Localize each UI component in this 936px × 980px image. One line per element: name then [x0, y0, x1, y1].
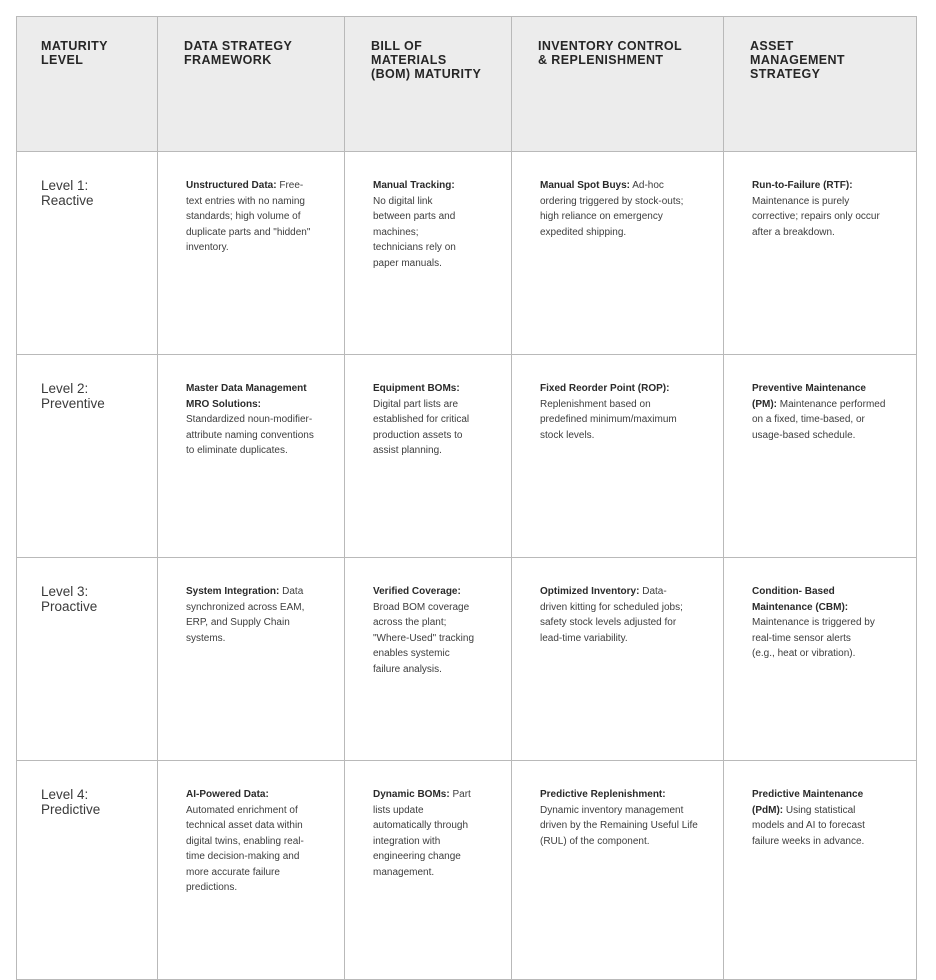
cell-text: Maintenance is purely corrective; repairs only occur after a breakdown. — [752, 195, 880, 238]
level-label: Level 4: Predictive — [41, 787, 101, 817]
inventory-cell — [512, 558, 724, 761]
inventory-cell — [512, 355, 724, 558]
cell-text: Digital part lists are established for critical production assets to assist planning. — [373, 398, 470, 456]
cell-text: Automated enrichment of technical asset data within digital twins, enabling real-time decision-making and more accurate failure predictions. — [186, 804, 304, 893]
cell-text: Part lists update automatically through integration with engineering change management. — [373, 789, 471, 878]
cell-text: Broad BOM coverage across the plant; "Where-Used" tracking enables systemic failure analysis. — [373, 601, 475, 675]
cell-text: Using statistical models and AI to forecast failure weeks in advance. — [752, 804, 865, 847]
data-strategy-cell — [158, 558, 345, 761]
level-cell — [17, 558, 158, 761]
header-label: DATA STRATEGY FRAMEWORK — [184, 39, 292, 67]
cell-lead: System Integration: — [186, 586, 280, 597]
header-maturity-level — [17, 17, 158, 152]
cell-text: Free-text entries with no naming standards; high volume of duplicate parts and "hidden" inventory. — [186, 180, 311, 253]
cell-lead: Condition- Based Maintenance (CBM): — [752, 586, 849, 613]
header-label: BILL OF MATERIALS (BOM) MATURITY — [371, 39, 482, 81]
cell-lead: Verified Coverage: — [373, 586, 461, 597]
header-label: MATURITY LEVEL — [41, 39, 108, 67]
cell-lead: Dynamic BOMs: — [373, 789, 450, 800]
table-row — [17, 558, 917, 761]
cell-lead: Preventive Maintenance (PM): — [752, 383, 866, 410]
level-cell — [17, 761, 158, 980]
maturity-model-table — [16, 16, 917, 980]
cell-lead: Manual Spot Buys: — [540, 180, 631, 191]
bom-cell — [345, 558, 512, 761]
cell-lead: Equipment BOMs: — [373, 383, 460, 394]
header-data-strategy — [158, 17, 345, 152]
header-inventory-control — [512, 17, 724, 152]
cell-lead: Run-to-Failure (RTF): — [752, 180, 853, 191]
cell-text: Data-driven kitting for scheduled jobs; safety stock levels adjusted for lead-time variability. — [540, 586, 683, 644]
inventory-cell — [512, 761, 724, 980]
cell-lead: Manual Tracking: — [373, 180, 455, 191]
header-asset-management — [724, 17, 917, 152]
cell-text: Maintenance performed on a fixed, time-based, or usage-based schedule. — [752, 398, 886, 441]
header-label: INVENTORY CONTROL & REPLENISHMENT — [538, 39, 682, 67]
table-row — [17, 152, 917, 355]
table-body — [17, 152, 917, 980]
data-strategy-cell — [158, 761, 345, 980]
data-strategy-cell — [158, 355, 345, 558]
bom-cell — [345, 761, 512, 980]
cell-lead: Fixed Reorder Point (ROP): — [540, 383, 670, 394]
level-label: Level 3: Proactive — [41, 584, 98, 614]
cell-text: Replenishment based on predefined minimum/maximum stock levels. — [540, 398, 677, 441]
asset-cell — [724, 355, 917, 558]
table-header — [17, 17, 917, 152]
cell-lead: Predictive Maintenance (PdM): — [752, 789, 864, 816]
table-row — [17, 761, 917, 980]
cell-lead: AI-Powered Data: — [186, 789, 269, 800]
level-label: Level 1: Reactive — [41, 178, 94, 208]
cell-text: No digital link between parts and machines; technicians rely on paper manuals. — [373, 195, 456, 269]
bom-cell — [345, 152, 512, 355]
cell-lead: Master Data Management MRO Solutions: — [186, 383, 307, 410]
cell-lead: Unstructured Data: — [186, 180, 277, 191]
cell-text: Standardized noun-modifier-attribute naming conventions to eliminate duplicates. — [186, 414, 314, 456]
asset-cell — [724, 152, 917, 355]
level-label: Level 2: Preventive — [41, 381, 105, 411]
cell-text: Data synchronized across EAM, ERP, and Supply Chain systems. — [186, 586, 305, 644]
header-row — [17, 17, 917, 152]
bom-cell — [345, 355, 512, 558]
cell-lead: Optimized Inventory: — [540, 586, 640, 597]
table-row — [17, 355, 917, 558]
cell-lead: Predictive Replenishment: — [540, 789, 666, 800]
header-bom-maturity — [345, 17, 512, 152]
cell-text: Dynamic inventory management driven by the Remaining Useful Life (RUL) of the component. — [540, 804, 698, 847]
cell-text: Maintenance is triggered by real-time sensor alerts (e.g., heat or vibration). — [752, 617, 875, 659]
header-label: ASSET MANAGEMENT STRATEGY — [750, 39, 845, 81]
maturity-table-container — [16, 16, 916, 893]
asset-cell — [724, 761, 917, 980]
asset-cell — [724, 558, 917, 761]
cell-text: Ad-hoc ordering triggered by stock-outs; high reliance on emergency expedited shipping. — [540, 180, 684, 238]
inventory-cell — [512, 152, 724, 355]
level-cell — [17, 152, 158, 355]
data-strategy-cell — [158, 152, 345, 355]
level-cell — [17, 355, 158, 558]
